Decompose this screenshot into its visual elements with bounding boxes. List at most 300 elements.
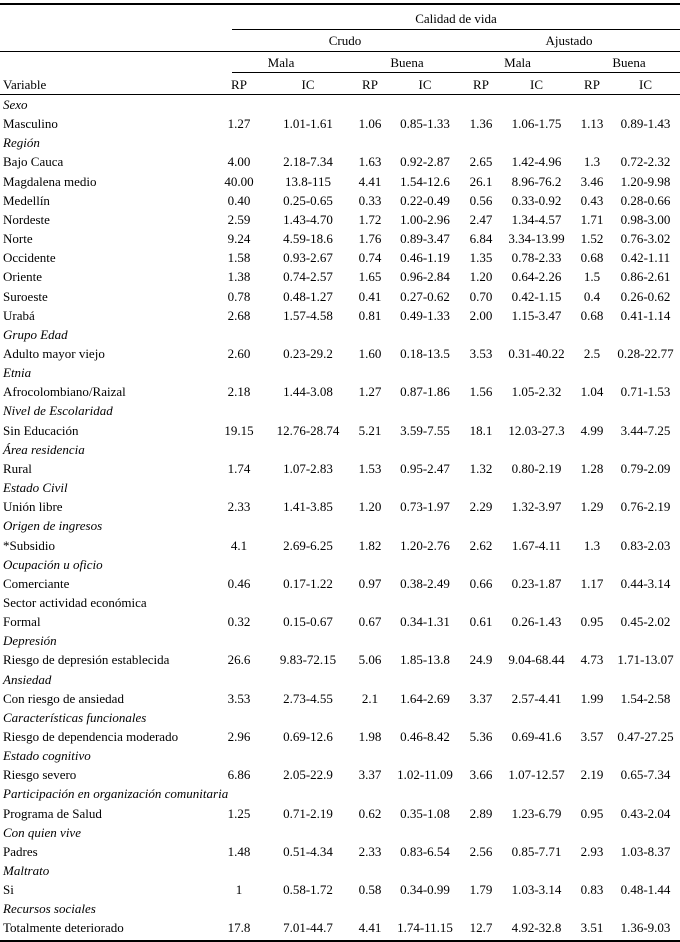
ic-value: 0.93-2.67 xyxy=(283,250,333,266)
rp-value: 1.98 xyxy=(358,728,382,744)
rp-value: 0.68 xyxy=(580,307,604,323)
rp-value: 2.56 xyxy=(469,843,493,859)
row-label: Urabá xyxy=(3,307,35,323)
row-label: Programa de Salud xyxy=(3,805,102,821)
ic-value: 0.72-2.32 xyxy=(620,154,671,170)
category-row xyxy=(0,708,680,727)
category-label: Área residencia xyxy=(3,441,85,457)
ic-value: 0.74-2.57 xyxy=(283,269,333,285)
rp-value: 2.96 xyxy=(227,728,251,744)
rp-value: 1.35 xyxy=(469,250,493,266)
ic-value: 2.73-4.55 xyxy=(283,690,333,706)
rp-value: 0.66 xyxy=(469,575,493,591)
category-row xyxy=(0,746,680,765)
ic-value: 0.96-2.84 xyxy=(400,269,450,285)
rp-value: 40.00 xyxy=(224,173,254,189)
rp-value: 2.89 xyxy=(469,805,493,821)
category-label: Características funcionales xyxy=(3,709,147,725)
table-row xyxy=(0,287,680,306)
category-label: Origen de ingresos xyxy=(3,518,103,534)
ic-value: 0.47-27.25 xyxy=(617,728,674,744)
ic-value: 0.23-1.87 xyxy=(511,575,562,591)
ic-value: 0.43-2.04 xyxy=(620,805,671,821)
ic-value: 0.85-1.33 xyxy=(400,116,450,132)
ic-value: 0.83-2.03 xyxy=(620,537,671,553)
rp-value: 2.18 xyxy=(227,384,251,400)
rp-value: 0.43 xyxy=(580,192,604,208)
rp-value: 1.3 xyxy=(583,537,601,553)
ic-value: 1.74-11.15 xyxy=(397,920,453,936)
rp-value: 2.68 xyxy=(227,307,251,323)
rp-value: 1.52 xyxy=(580,231,604,246)
ic-value: 1.20-2.76 xyxy=(400,537,450,553)
ic-value: 0.89-1.43 xyxy=(620,116,671,132)
table-row xyxy=(0,267,680,286)
rp-value: 1.29 xyxy=(580,499,604,515)
ic-value: 2.18-7.34 xyxy=(283,154,333,170)
row-label: Riesgo de dependencia moderado xyxy=(3,728,179,744)
rp-value: 1.74 xyxy=(227,460,251,476)
ic-value: 0.95-2.47 xyxy=(400,460,450,476)
rp-value: 0.41 xyxy=(358,288,382,304)
table-row xyxy=(0,191,680,210)
rp-value: 0.58 xyxy=(358,882,382,898)
ic-value: 0.69-41.6 xyxy=(511,728,562,744)
header-col-rp: RP xyxy=(584,77,600,92)
category-label: Sexo xyxy=(3,97,28,112)
rp-value: 3.66 xyxy=(469,767,493,783)
ic-value: 0.79-2.09 xyxy=(620,460,671,476)
ic-value: 1.15-3.47 xyxy=(511,307,562,323)
header-subgroup-ajustado: Ajustado xyxy=(545,33,593,48)
ic-value: 1.06-1.75 xyxy=(511,116,562,132)
rp-value: 1.82 xyxy=(358,537,382,553)
ic-value: 3.34-13.99 xyxy=(508,231,565,246)
category-label: Región xyxy=(3,135,40,151)
row-label: Occidente xyxy=(3,250,56,266)
rp-value: 2.59 xyxy=(227,211,251,227)
rp-value: 4.00 xyxy=(227,154,251,170)
table-row xyxy=(0,229,680,248)
rp-value: 1.63 xyxy=(358,154,382,170)
ic-value: 0.15-0.67 xyxy=(283,614,333,629)
ic-value: 0.22-0.49 xyxy=(400,192,450,208)
rp-value: 4.41 xyxy=(358,173,382,189)
rp-value: 2.65 xyxy=(469,154,493,170)
rp-value: 0.33 xyxy=(358,192,382,208)
table-row xyxy=(0,612,680,631)
row-label: Comerciante xyxy=(3,575,70,591)
row-label: Riesgo de depresión establecida xyxy=(3,652,170,668)
table-row xyxy=(0,842,680,861)
rp-value: 1.79 xyxy=(469,882,493,898)
row-label: Sin Educación xyxy=(3,422,79,438)
ic-value: 0.87-1.86 xyxy=(400,384,450,400)
header-col-ic: IC xyxy=(639,77,652,92)
table-row xyxy=(0,804,680,823)
ic-value: 0.28-22.77 xyxy=(617,345,674,361)
ic-value: 0.71-1.53 xyxy=(620,384,671,400)
ic-value: 1.02-11.09 xyxy=(397,767,453,783)
rp-value: 5.21 xyxy=(358,422,382,438)
header-rule-3 xyxy=(232,72,680,73)
ic-value: 0.17-1.22 xyxy=(283,575,333,591)
row-label: Formal xyxy=(3,614,41,629)
header-level-ajustado-buena: Buena xyxy=(612,55,646,70)
rp-value: 26.6 xyxy=(227,652,251,668)
category-label: Grupo Edad xyxy=(3,326,68,342)
header-rule-1 xyxy=(232,29,680,30)
ic-value: 0.51-4.34 xyxy=(283,843,333,859)
row-label: Bajo Cauca xyxy=(3,154,64,170)
header-level-ajustado-mala: Mala xyxy=(504,55,531,70)
category-row xyxy=(0,440,680,459)
table-row xyxy=(0,210,680,229)
ic-value: 13.8-115 xyxy=(284,173,332,189)
ic-value: 12.03-27.3 xyxy=(508,422,565,438)
row-label: Rural xyxy=(3,460,32,476)
table-row xyxy=(0,172,680,191)
category-label: Ansiedad xyxy=(3,671,52,687)
category-label: Ocupación u oficio xyxy=(3,556,103,572)
rp-value: 2.1 xyxy=(361,690,379,706)
ic-value: 0.86-2.61 xyxy=(620,269,671,285)
rp-value: 2.47 xyxy=(469,211,493,227)
ic-value: 1.00-2.96 xyxy=(400,211,450,227)
ic-value: 0.92-2.87 xyxy=(400,154,450,170)
ic-value: 0.34-0.99 xyxy=(400,882,450,898)
rp-value: 3.53 xyxy=(227,690,251,706)
category-label: Etnia xyxy=(3,365,32,381)
header-row-columns xyxy=(0,75,680,94)
table-row xyxy=(0,382,680,401)
table-row xyxy=(0,344,680,363)
ic-value: 1.36-9.03 xyxy=(620,920,671,936)
rp-value: 2.5 xyxy=(583,345,601,361)
ic-value: 3.44-7.25 xyxy=(620,422,671,438)
ic-value: 0.25-0.65 xyxy=(283,192,333,208)
table-row xyxy=(0,248,680,267)
rp-value: 24.9 xyxy=(469,652,493,668)
header-col-variable: Variable xyxy=(3,77,47,92)
ic-value: 0.78-2.33 xyxy=(511,250,562,266)
ic-value: 1.23-6.79 xyxy=(511,805,562,821)
ic-value: 0.85-7.71 xyxy=(511,843,562,859)
rp-value: 1.28 xyxy=(580,460,604,476)
ic-value: 0.41-1.14 xyxy=(620,307,671,323)
ic-value: 8.96-76.2 xyxy=(511,173,562,189)
ic-value: 0.38-2.49 xyxy=(400,575,450,591)
ic-value: 1.07-12.57 xyxy=(508,767,565,783)
category-row xyxy=(0,784,680,803)
row-label: Afrocolombiano/Raizal xyxy=(3,384,126,400)
row-label: Unión libre xyxy=(3,499,63,515)
ic-value: 0.23-29.2 xyxy=(283,345,333,361)
rp-value: 1.56 xyxy=(469,384,493,400)
rp-value: 17.8 xyxy=(227,920,251,936)
ic-value: 9.04-68.44 xyxy=(508,652,565,668)
rp-value: 0.46 xyxy=(227,575,251,591)
row-label: Con riesgo de ansiedad xyxy=(3,690,124,706)
category-label: Con quien vive xyxy=(3,824,81,840)
rp-value: 0.78 xyxy=(227,288,251,304)
ic-value: 0.44-3.14 xyxy=(620,575,671,591)
category-label: Depresión xyxy=(3,633,57,649)
rp-value: 1.72 xyxy=(358,211,382,227)
category-label: Estado cognitivo xyxy=(3,748,91,764)
category-row xyxy=(0,899,680,918)
category-label: Participación en organización comunitaria xyxy=(3,786,229,802)
ic-value: 0.69-12.6 xyxy=(283,728,333,744)
ic-value: 1.01-1.61 xyxy=(283,116,333,132)
rp-value: 2.60 xyxy=(227,345,251,361)
ic-value: 4.59-18.6 xyxy=(283,231,333,246)
ic-value: 1.43-4.70 xyxy=(283,211,333,227)
rp-value: 1.71 xyxy=(580,211,604,227)
rp-value: 1.27 xyxy=(227,116,251,132)
ic-value: 0.48-1.44 xyxy=(620,882,671,898)
rp-value: 0.97 xyxy=(358,575,382,591)
rp-value: 1.32 xyxy=(469,460,493,476)
row-label: Magdalena medio xyxy=(3,173,97,189)
table-row xyxy=(0,689,680,708)
rp-value: 0.83 xyxy=(580,882,604,898)
rp-value: 2.33 xyxy=(227,499,251,515)
rp-value: 0.68 xyxy=(580,250,604,266)
ic-value: 2.05-22.9 xyxy=(283,767,333,783)
rp-value: 1.20 xyxy=(358,499,382,515)
rp-value: 0.95 xyxy=(580,805,604,821)
table-row xyxy=(0,459,680,478)
rp-value: 1.13 xyxy=(580,116,604,132)
ic-value: 1.54-2.58 xyxy=(620,690,671,706)
category-label: Sector actividad económica xyxy=(3,594,147,610)
ic-value: 0.35-1.08 xyxy=(400,805,450,821)
ic-value: 2.57-4.41 xyxy=(511,690,562,706)
ic-value: 0.33-0.92 xyxy=(511,192,562,208)
rp-value: 0.95 xyxy=(580,614,604,629)
rp-value: 1 xyxy=(235,882,243,898)
category-row xyxy=(0,823,680,842)
row-label: Medellín xyxy=(3,192,50,208)
rp-value: 0.32 xyxy=(227,614,251,629)
ic-value: 0.31-40.22 xyxy=(508,345,565,361)
header-col-ic: IC xyxy=(418,77,432,92)
rp-value: 4.41 xyxy=(358,920,382,936)
rp-value: 1.60 xyxy=(358,345,382,361)
ic-value: 1.54-12.6 xyxy=(400,173,450,189)
ic-value: 1.67-4.11 xyxy=(511,537,562,553)
row-label: Padres xyxy=(3,843,38,859)
table-row xyxy=(0,574,680,593)
ic-value: 0.98-3.00 xyxy=(620,211,671,227)
header-col-rp: RP xyxy=(362,77,378,92)
rp-value: 1.36 xyxy=(469,116,493,132)
table-row xyxy=(0,421,680,440)
rp-value: 12.7 xyxy=(469,920,493,936)
rp-value: 4.73 xyxy=(580,652,604,668)
rp-value: 1.65 xyxy=(358,269,382,285)
rp-value: 0.70 xyxy=(469,288,493,304)
rp-value: 1.27 xyxy=(358,384,382,400)
ic-value: 0.48-1.27 xyxy=(283,288,333,304)
table-row xyxy=(0,727,680,746)
rp-value: 1.04 xyxy=(580,384,604,400)
ic-value: 0.89-3.47 xyxy=(400,231,450,246)
rp-value: 3.46 xyxy=(580,173,604,189)
ic-value: 0.42-1.15 xyxy=(511,288,562,304)
header-rule-2 xyxy=(0,51,680,52)
rp-value: 5.06 xyxy=(358,652,382,668)
category-row xyxy=(0,325,680,344)
rp-value: 6.84 xyxy=(469,231,493,246)
rp-value: 0.61 xyxy=(469,614,493,629)
ic-value: 3.59-7.55 xyxy=(400,422,450,438)
table-row xyxy=(0,114,680,133)
rp-value: 3.57 xyxy=(580,728,604,744)
ic-value: 1.34-4.57 xyxy=(511,211,562,227)
ic-value: 0.34-1.31 xyxy=(400,614,450,629)
ic-value: 1.71-13.07 xyxy=(617,652,674,668)
rp-value: 0.56 xyxy=(469,192,493,208)
ic-value: 1.85-13.8 xyxy=(400,652,450,668)
rp-value: 4.99 xyxy=(580,422,604,438)
rp-value: 1.53 xyxy=(358,460,382,476)
rp-value: 2.00 xyxy=(469,307,493,323)
ic-value: 2.69-6.25 xyxy=(283,537,333,553)
row-label: Adulto mayor viejo xyxy=(3,345,105,361)
table-row xyxy=(0,880,680,899)
rp-value: 3.53 xyxy=(469,345,493,361)
row-label: Nordeste xyxy=(3,211,50,227)
table-row xyxy=(0,650,680,669)
row-label: Oriente xyxy=(3,269,42,285)
rp-value: 2.29 xyxy=(469,499,493,515)
header-row-subgroups xyxy=(0,31,680,50)
ic-value: 0.73-1.97 xyxy=(400,499,450,515)
category-row xyxy=(0,363,680,382)
rp-value: 1.3 xyxy=(583,154,601,170)
table-row xyxy=(0,152,680,171)
rp-value: 3.37 xyxy=(358,767,382,783)
rp-value: 6.86 xyxy=(227,767,251,783)
ic-value: 1.32-3.97 xyxy=(511,499,562,515)
category-row xyxy=(0,95,680,114)
ic-value: 4.92-32.8 xyxy=(511,920,562,936)
ic-value: 1.05-2.32 xyxy=(511,384,562,400)
rp-value: 1.06 xyxy=(358,116,382,132)
rp-value: 5.36 xyxy=(469,728,493,744)
rp-value: 1.48 xyxy=(227,843,251,859)
category-row xyxy=(0,401,680,420)
table-row xyxy=(0,306,680,325)
header-col-ic: IC xyxy=(301,77,315,92)
rp-value: 0.4 xyxy=(583,288,601,304)
header-row-group xyxy=(0,9,680,28)
table-row xyxy=(0,918,680,937)
ic-value: 1.03-3.14 xyxy=(511,882,562,898)
category-row xyxy=(0,861,680,880)
rp-value: 0.74 xyxy=(358,250,382,266)
ic-value: 0.49-1.33 xyxy=(400,307,450,323)
header-group-title: Calidad de vida xyxy=(415,11,497,26)
rp-value: 0.81 xyxy=(358,307,382,323)
category-row xyxy=(0,593,680,612)
category-row xyxy=(0,133,680,152)
row-label: Masculino xyxy=(3,116,58,132)
rp-value: 1.99 xyxy=(580,690,604,706)
ic-value: 0.46-1.19 xyxy=(400,250,450,266)
category-label: Maltrato xyxy=(3,863,50,878)
row-label: *Subsidio xyxy=(3,537,56,553)
rp-value: 19.15 xyxy=(224,422,254,438)
rp-value: 0.67 xyxy=(358,614,382,629)
rp-value: 2.93 xyxy=(580,843,604,859)
category-row xyxy=(0,631,680,650)
category-row xyxy=(0,516,680,535)
table-top-rule xyxy=(0,3,680,5)
header-col-ic: IC xyxy=(530,77,543,92)
ic-value: 0.80-2.19 xyxy=(511,460,562,476)
row-label: Totalmente deteriorado xyxy=(3,920,124,936)
category-label: Recursos sociales xyxy=(3,901,96,917)
ic-value: 0.64-2.26 xyxy=(511,269,562,285)
rp-value: 2.62 xyxy=(469,537,493,553)
ic-value: 1.42-4.96 xyxy=(511,154,562,170)
ic-value: 0.42-1.11 xyxy=(620,250,671,266)
rp-value: 1.20 xyxy=(469,269,493,285)
rp-value: 26.1 xyxy=(469,173,493,189)
row-label: Si xyxy=(3,882,14,898)
rp-value: 2.33 xyxy=(358,843,382,859)
ic-value: 0.65-7.34 xyxy=(620,767,671,783)
ic-value: 1.64-2.69 xyxy=(400,690,450,706)
rp-value: 3.51 xyxy=(580,920,604,936)
rp-value: 1.38 xyxy=(227,269,251,285)
ic-value: 0.26-0.62 xyxy=(620,288,671,304)
ic-value: 12.76-28.74 xyxy=(276,422,340,438)
rp-value: 18.1 xyxy=(469,422,493,438)
table-row xyxy=(0,765,680,784)
ic-value: 9.83-72.15 xyxy=(279,652,337,668)
category-row xyxy=(0,478,680,497)
rp-value: 1.17 xyxy=(580,575,604,591)
ic-value: 0.26-1.43 xyxy=(511,614,562,629)
ic-value: 1.44-3.08 xyxy=(283,384,333,400)
header-subgroup-crudo: Crudo xyxy=(328,33,362,48)
ic-value: 1.41-3.85 xyxy=(283,499,333,515)
ic-value: 1.57-4.58 xyxy=(283,307,333,323)
ic-value: 0.28-0.66 xyxy=(620,192,671,208)
rp-value: 1.76 xyxy=(358,231,382,246)
rp-value: 2.19 xyxy=(580,767,604,783)
ic-value: 1.03-8.37 xyxy=(620,843,671,859)
header-row-levels xyxy=(0,53,680,72)
header-col-rp: RP xyxy=(231,77,247,92)
category-row xyxy=(0,670,680,689)
category-row xyxy=(0,555,680,574)
header-col-rp: RP xyxy=(473,77,489,92)
ic-value: 0.76-2.19 xyxy=(620,499,671,515)
rp-value: 1.5 xyxy=(583,269,601,285)
ic-value: 0.83-6.54 xyxy=(400,843,450,859)
row-label: Suroeste xyxy=(3,288,48,304)
row-label: Norte xyxy=(3,231,33,246)
rp-value: 0.62 xyxy=(358,805,382,821)
rp-value: 1.58 xyxy=(227,250,251,266)
ic-value: 0.71-2.19 xyxy=(283,805,333,821)
rp-value: 3.37 xyxy=(469,690,493,706)
